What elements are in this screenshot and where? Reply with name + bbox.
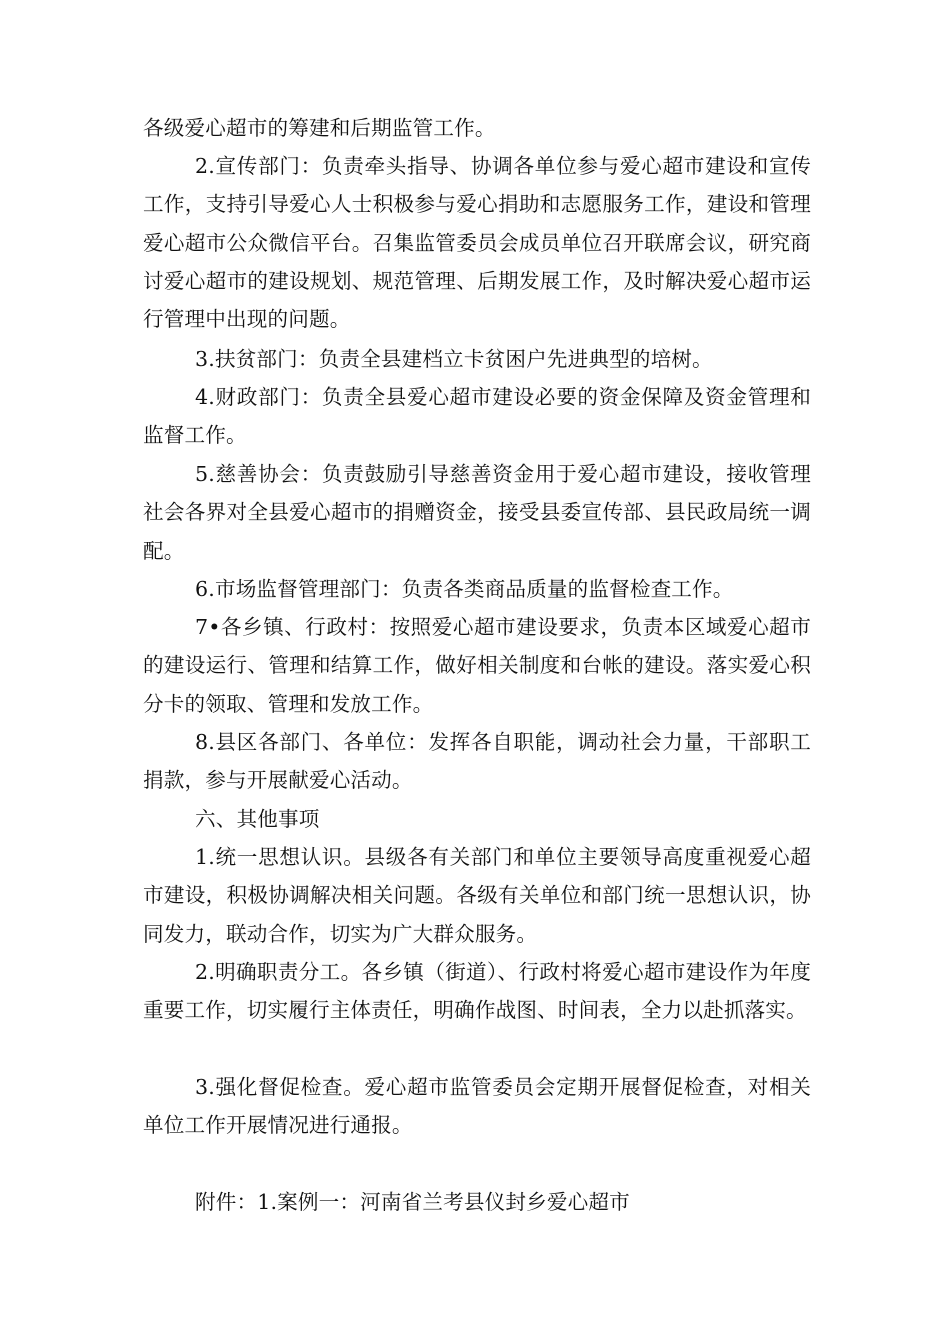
paragraph-clarify-duties: 2.明确职责分工。各乡镇（街道）、行政村将爱心超市建设作为年度重要工作，切实履行主体责任，明确作战图、时间表，全力以赴抓落实。 xyxy=(143,960,811,1023)
paragraph-unify-thinking: 1.统一思想认识。县级各有关部门和单位主要领导高度重视爱心超市建设，积极协调解决相关问题。各级有关单位和部门统一思想认识，协同发力，联动合作，切实为广大群众服务。 xyxy=(143,845,811,946)
paragraph-county-depts: 8.县区各部门、各单位：发挥各自职能，调动社会力量，干部职工捐款，参与开展献爱心活动。 xyxy=(143,730,811,793)
paragraph-finance-dept: 4.财政部门：负责全县爱心超市建设必要的资金保障及资金管理和监督工作。 xyxy=(143,385,811,448)
paragraph-publicity-dept: 2.宣传部门：负责牵头指导、协调各单位参与爱心超市建设和宣传工作，支持引导爱心人士积极参与爱心捐助和志愿服务工作，建设和管理爱心超市公众微信平台。召集监管委员会成员单位召开联席会议，研究商讨爱心超市的建设规划、规范管理、后期发展工作，及时解决爱心超市运行管理中出现的问题。 xyxy=(143,154,811,332)
paragraph-supervision-check: 3.强化督促检查。爱心超市监管委员会定期开展督促检查，对相关单位工作开展情况进行通报。 xyxy=(143,1075,811,1138)
paragraph-towns-villages: 7•各乡镇、行政村：按照爱心超市建设要求，负责本区域爱心超市的建设运行、管理和结算工作，做好相关制度和台帐的建设。落实爱心积分卡的领取、管理和发放工作。 xyxy=(143,615,811,716)
paragraph-market-supervision: 6.市场监督管理部门：负责各类商品质量的监督检查工作。 xyxy=(195,577,734,601)
paragraph-poverty-dept: 3.扶贫部门：负责全县建档立卡贫困户先进典型的培树。 xyxy=(195,347,713,371)
attachment-line: 附件：1.案例一：河南省兰考县仪封乡爱心超市 xyxy=(195,1190,630,1214)
section-heading-other-matters: 六、其他事项 xyxy=(195,807,320,831)
paragraph-continuation: 各级爱心超市的筹建和后期监管工作。 xyxy=(143,116,496,140)
paragraph-charity-assoc: 5.慈善协会：负责鼓励引导慈善资金用于爱心超市建设，接收管理社会各界对全县爱心超市的捐赠资金，接受县委宣传部、县民政局统一调配。 xyxy=(143,462,811,563)
